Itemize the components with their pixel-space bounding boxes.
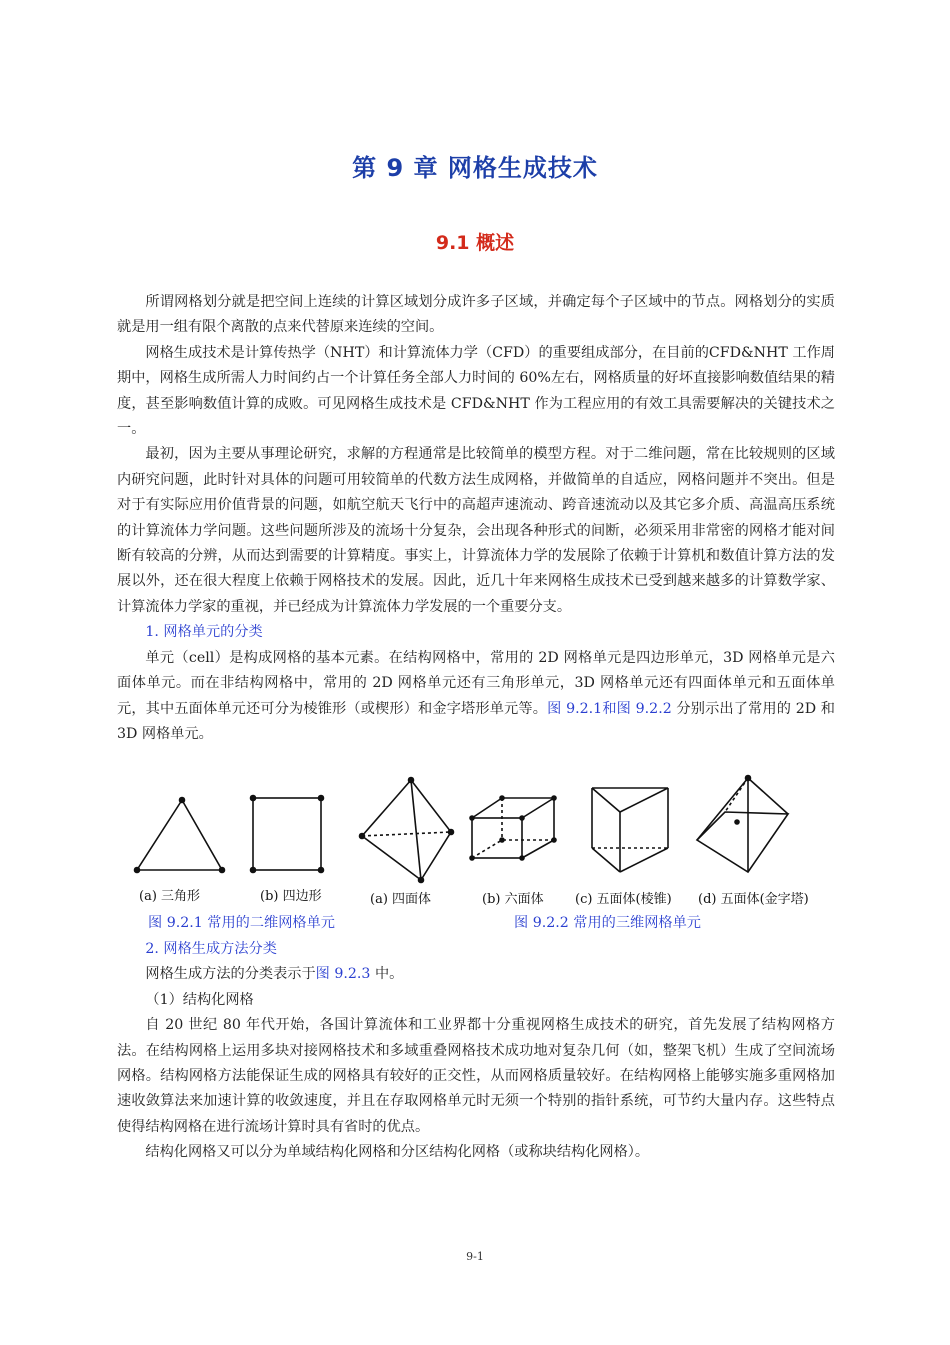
paragraph-methods-tail: 中。 [370,966,404,983]
label-quadrilateral: (b) 四边形 [260,889,322,904]
page-number: 9-1 [466,1250,484,1263]
heading-generation-methods: 2. 网格生成方法分类 [145,941,277,957]
triangle-cell [135,798,225,873]
label-triangle: (a) 三角形 [139,889,201,904]
prism-cell [592,788,668,872]
tetrahedron-cell [360,778,454,883]
caption-2d-cells: 图 9.2.1 常用的二维网格单元 [148,915,335,931]
paragraph-structured: 自 20 世纪 80 年代开始，各国计算流体和工业界都十分重视网格生成技术的研究，首先发展了结构网格方法。在结构网格上运用多块对接网格技术和多域重叠网格技术成功地对复杂几何（如，整架飞机）生成了空间流场网格。结构网格方法能保证生成的网格具有较好的正交性，从而网格质量较好。在结构网格上能够实施多重网格加速收敛算法来加速计算的收敛速度，并且在存取网格单元时无须一个特别的指针系统，可节约大量内存。这些特点使得结构网格在进行流场计算时具有省时的优点。 [117,1017,835,1135]
label-hexahedron: (b) 六面体 [482,892,544,907]
figure-mesh-cells [120,768,832,913]
paragraph-structured-types: 结构化网格又可以分为单域结构化网格和分区结构化网格（或称块结构化网格）。 [145,1144,650,1161]
paragraph-importance: 网格生成技术是计算传热学（NHT）和计算流体力学（CFD）的重要组成部分，在目前的CFD&NHT 工作周期中，网格生成所需人力时间约占一个计算任务全部人力时间的 60%左右，网格质量的好坏直接影响数值结果的精度，甚至影响数值计算的成败。可见网格生成技术是 CFD&NHT 作为工程应用的有效工具需要解决的关键技术之一。 [117,344,835,438]
label-tetrahedron: (a) 四面体 [370,892,432,907]
paragraph-history: 最初，因为主要从事理论研究，求解的方程通常是比较简单的模型方程。对于二维问题，常在比较规则的区域内研究问题，此时针对具体的问题可用较简单的代数方法生成网格，并做简单的自适应，网格问题并不突出。但是对于有实际应用价值背景的问题，如航空航天飞行中的高超声速流动、跨音速流动以及其它多介质、高温高压系统的计算流体力学问题。这些问题所涉及的流场十分复杂，会出现各种形式的间断，必须采用非常密的网格才能对间断有较高的分辨，从而达到需要的计算精度。事实上，计算流体力学的发展除了依赖于计算机和数值计算方法的发展以外，还在很大程度上依赖于网格技术的发展。因此，近几十年来网格生成技术已受到越来越多的计算数学家、计算流体力学家的重视，并已经成为计算流体力学发展的一个重要分支。 [117,446,835,615]
body-text-lower [117,937,835,1166]
paragraph-methods-text: 网格生成方法的分类表示于 [145,966,316,983]
subheading-structured-mesh: （1）结构化网格 [145,991,254,1008]
figure-link-9-2-2[interactable]: 和图 9.2.2 [602,700,672,717]
quadrilateral-cell [251,796,324,873]
caption-3d-cells: 图 9.2.2 常用的三维网格单元 [514,915,701,931]
paragraph-cells [117,646,835,748]
body-text-upper [117,290,835,747]
hexahedron-cell [470,796,556,860]
label-prism: (c) 五面体(棱锥) [575,892,672,907]
heading-cell-classification: 1. 网格单元的分类 [145,624,263,641]
label-pyramid: (d) 五面体(金字塔) [698,892,809,907]
figure-link-9-2-1[interactable]: 图 9.2.1 [547,700,603,717]
paragraph-cells-text: 单元（cell）是构成网格的基本元素。在结构网格中，常用的 2D 网格单元是四边形单元，3D 网格单元是六面体单元。而在非结构网格中，常用的 2D 网格单元还有三角形单元，3D 网格单元还有四面体单元和五面体单元，其中五面体单元还可分为棱锥形（或楔形）和金字塔形单元等。 [117,649,835,717]
paragraph-definition: 所谓网格划分就是把空间上连续的计算区域划分成许多子区域，并确定每个子区域中的节点。网格划分的实质就是用一组有限个离散的点来代替原来连续的空间。 [117,294,835,336]
pyramid-cell [697,776,788,873]
section-title: 9.1 概述 [435,232,515,254]
chapter-title: 第 9 章 网格生成技术 [352,154,598,182]
figure-link-9-2-3[interactable]: 图 9.2.3 [315,966,371,983]
paragraph-methods [117,962,835,987]
paragraph-cells-tail: 分别示出了常用的 2D 和 3D 网格单元。 [117,700,835,742]
